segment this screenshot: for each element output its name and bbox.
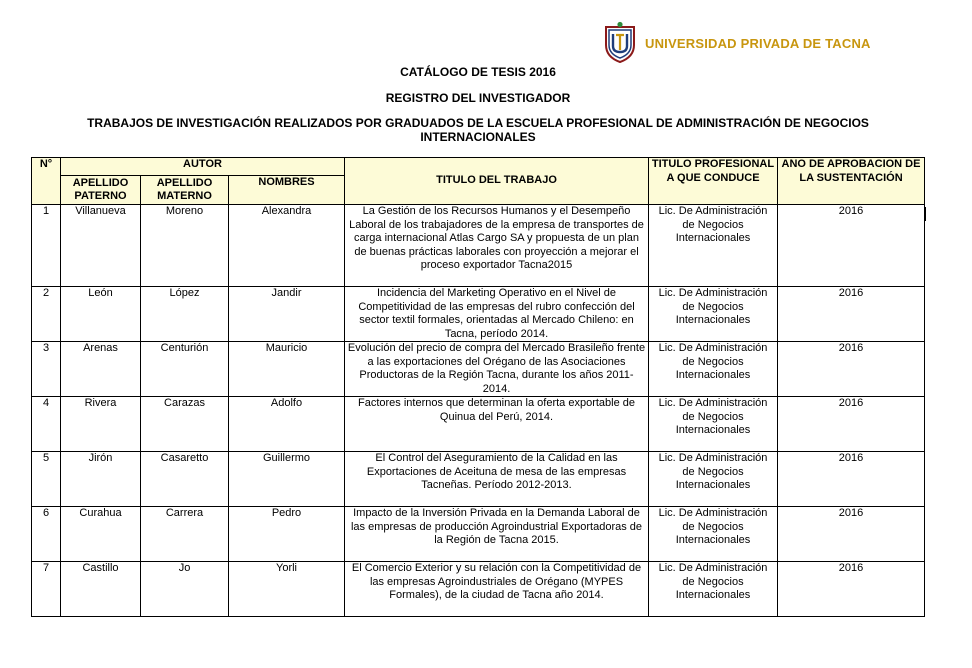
row-titulo-profesional: Lic. De Administración de Negocios Internacionales bbox=[649, 205, 778, 287]
row-apellido-paterno: León bbox=[61, 287, 141, 342]
row-apellido-paterno: Arenas bbox=[61, 342, 141, 397]
header-ano-aprobacion: ANO DE APROBACION DE LA SUSTENTACIÓN bbox=[778, 158, 925, 205]
row-nombres: Yorli bbox=[229, 562, 345, 617]
table-row bbox=[32, 452, 925, 507]
row-num: 1 bbox=[32, 205, 61, 287]
header-apellido-paterno: APELLIDO PATERNO bbox=[61, 176, 141, 205]
row-titulo-trabajo: Factores internos que determinan la oferta exportable de Quinua del Perú, 2014. bbox=[345, 397, 649, 452]
row-apellido-paterno: Villanueva bbox=[61, 205, 141, 287]
header-titulo-profesional: TITULO PROFESIONAL A QUE CONDUCE bbox=[649, 158, 778, 205]
row-apellido-paterno: Curahua bbox=[61, 507, 141, 562]
row-titulo-profesional: Lic. De Administración de Negocios Internacionales bbox=[649, 397, 778, 452]
row-num: 5 bbox=[32, 452, 61, 507]
header-nombres: NOMBRES bbox=[229, 176, 345, 205]
row-apellido-paterno: Castillo bbox=[61, 562, 141, 617]
table-row bbox=[32, 562, 925, 617]
row-ano: 2016 bbox=[778, 562, 925, 617]
catalog-title: CATÁLOGO DE TESIS 2016 bbox=[400, 65, 556, 79]
header-apellido-materno: APELLIDO MATERNO bbox=[141, 176, 229, 205]
row-titulo-profesional: Lic. De Administración de Negocios Internacionales bbox=[649, 507, 778, 562]
header-num: N° bbox=[32, 158, 61, 205]
university-logo bbox=[603, 21, 637, 63]
header-autor: AUTOR bbox=[61, 158, 345, 176]
text-cursor bbox=[925, 207, 926, 221]
university-name: UNIVERSIDAD PRIVADA DE TACNA bbox=[645, 36, 871, 51]
row-ano: 2016 bbox=[778, 507, 925, 562]
row-titulo-profesional: Lic. De Administración de Negocios Internacionales bbox=[649, 452, 778, 507]
table-row bbox=[32, 205, 925, 287]
row-apellido-paterno: Jirón bbox=[61, 452, 141, 507]
row-apellido-materno: Jo bbox=[141, 562, 229, 617]
table-row bbox=[32, 342, 925, 397]
row-num: 7 bbox=[32, 562, 61, 617]
row-ano: 2016 bbox=[778, 342, 925, 397]
row-nombres: Adolfo bbox=[229, 397, 345, 452]
row-titulo-profesional: Lic. De Administración de Negocios Internacionales bbox=[649, 562, 778, 617]
row-titulo-trabajo: Incidencia del Marketing Operativo en el Nivel de Competitividad de las empresas del rubro confección del sector textil formales, orientadas al Mercado Chileno: en Tacna, período 2014. bbox=[345, 287, 649, 342]
catalog-subtitle: REGISTRO DEL INVESTIGADOR bbox=[385, 91, 571, 105]
row-nombres: Pedro bbox=[229, 507, 345, 562]
row-nombres: Mauricio bbox=[229, 342, 345, 397]
header-titulo-trabajo: TITULO DEL TRABAJO bbox=[345, 158, 649, 205]
row-apellido-materno: Moreno bbox=[141, 205, 229, 287]
row-titulo-profesional: Lic. De Administración de Negocios Internacionales bbox=[649, 287, 778, 342]
row-titulo-trabajo: Impacto de la Inversión Privada en la Demanda Laboral de las empresas de producción Agroindustrial Exportadoras de la Región de Tacna 2015. bbox=[345, 507, 649, 562]
row-num: 2 bbox=[32, 287, 61, 342]
row-titulo-profesional: Lic. De Administración de Negocios Internacionales bbox=[649, 342, 778, 397]
table-row bbox=[32, 507, 925, 562]
row-apellido-materno: Carrera bbox=[141, 507, 229, 562]
row-ano: 2016 bbox=[778, 452, 925, 507]
row-apellido-paterno: Rivera bbox=[61, 397, 141, 452]
row-titulo-trabajo: El Control del Aseguramiento de la Calidad en las Exportaciones de Aceituna de mesa de las empresas Tacneñas. Período 2012-2013. bbox=[345, 452, 649, 507]
row-ano: 2016 bbox=[778, 397, 925, 452]
row-apellido-materno: Centurión bbox=[141, 342, 229, 397]
row-ano: 2016 bbox=[778, 205, 925, 287]
row-apellido-materno: López bbox=[141, 287, 229, 342]
thesis-table bbox=[31, 157, 925, 617]
row-titulo-trabajo: La Gestión de los Recursos Humanos y el Desempeño Laboral de los trabajadores de la empresa de transportes de carga internacional Atlas Cargo SA y propuesta de un plan de buenas prácticas laborales con proyección a mejorar el proceso exportador Tacna2015 bbox=[345, 205, 649, 287]
row-num: 3 bbox=[32, 342, 61, 397]
row-nombres: Jandir bbox=[229, 287, 345, 342]
row-titulo-trabajo: El Comercio Exterior y su relación con la Competitividad de las empresas Agroindustriales de Orégano (MYPES Formales), de la ciudad de Tacna año 2014. bbox=[345, 562, 649, 617]
row-ano: 2016 bbox=[778, 287, 925, 342]
row-titulo-trabajo: Evolución del precio de compra del Mercado Brasileño frente a las exportaciones del Orégano de las Asociaciones Productoras de la Región Tacna, durante los años 2011-2014. bbox=[345, 342, 649, 397]
table-row bbox=[32, 287, 925, 342]
table-row bbox=[32, 397, 925, 452]
row-apellido-materno: Casaretto bbox=[141, 452, 229, 507]
row-nombres: Alexandra bbox=[229, 205, 345, 287]
row-nombres: Guillermo bbox=[229, 452, 345, 507]
row-num: 4 bbox=[32, 397, 61, 452]
row-apellido-materno: Carazas bbox=[141, 397, 229, 452]
row-num: 6 bbox=[32, 507, 61, 562]
catalog-description: TRABAJOS DE INVESTIGACIÓN REALIZADOS POR GRADUADOS DE LA ESCUELA PROFESIONAL DE ADMINISTRACIÓN DE NEGOCIOS INTERNACIONALES bbox=[87, 116, 869, 144]
